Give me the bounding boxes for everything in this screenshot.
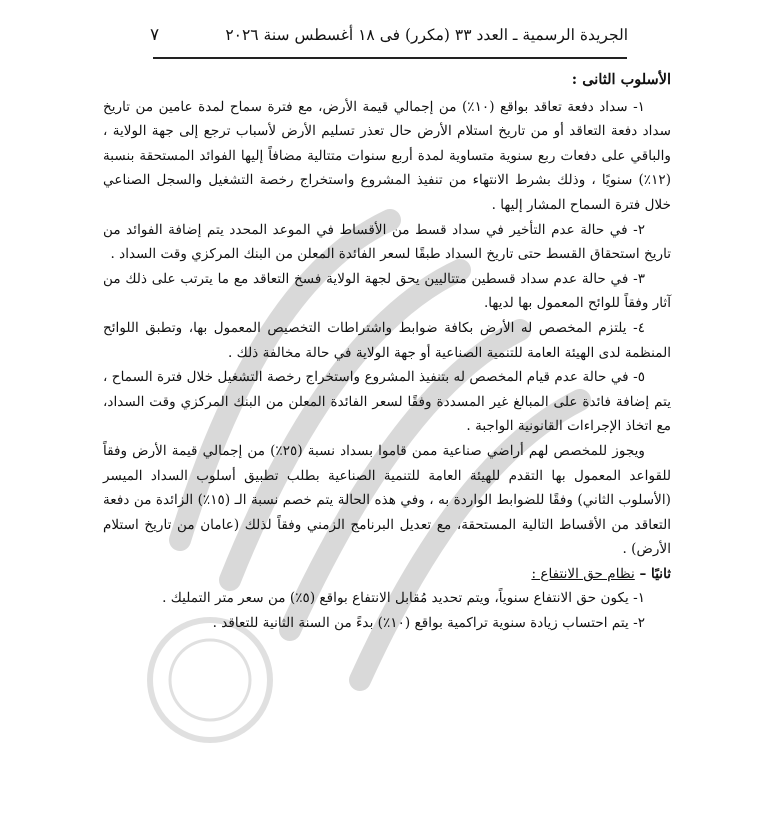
page-number: ٧ (150, 25, 160, 45)
section2-heading: ثانيًا – نظام حق الانتفاع : (531, 565, 671, 582)
usufruct-clause-2: ٢- يتم احتساب زيادة سنوية تراكمية بواقع (١٠٪) بدءً من السنة الثانية للتعاقد . (212, 615, 645, 632)
clause-1: ١- سداد دفعة تعاقد بواقع (١٠٪) من إجمالي قيمة الأرض، مع فترة سماح لمدة عامين من تاريخ سداد دفعة التعاقد أو من تاريخ استلام الأرض حال تعذر تسليم الأرض لأسباب ترجع إلى جهة الولاية ، والباقي على دفعات ربع سنوية متساوية لمدة أربع سنوات متتالية مضافاً إليها الفوائد المستحقة بنسبة (١٢٪) سنويًا ، وذلك بشرط الانتهاء من تنفيذ المشروع واستخراج رخصة التشغيل والسجل الصناعي خلال فترة السماح المشار إليها . (103, 98, 671, 213)
page-header (150, 22, 628, 48)
clause-easy-payment: ويجوز للمخصص لهم أراضي صناعية ممن قاموا بسداد نسبة (٢٥٪) من إجمالي قيمة الأرض وفقاً للقواعد المعمول بها التقدم للهيئة العامة للتنمية الصناعية بطلب تطبيق أسلوب السداد الميسر (الأسلوب الثاني) وفقًا للضوابط الواردة به ، وفي هذه الحالة يتم خصم نسبة الـ (١٥٪) الزائدة من دفعة التعاقد من الأقساط التالية المستحقة، مع تعديل البرنامج الزمني وفقاً لذلك (عامان من تاريخ استلام الأرض) . (103, 442, 671, 558)
clause-3: ٣- في حالة عدم سداد قسطين متتاليين يحق لجهة الولاية فسخ التعاقد مع ما يترتب على ذلك من آثار وفقاً للوائح المعمول بها لديها. (103, 270, 671, 312)
header-title: الجريدة الرسمية ـ العدد ٣٣ (مكرر) فى ١٨ أغسطس سنة ٢٠٢٦ (225, 26, 628, 44)
section-heading: الأسلوب الثانى : (571, 71, 671, 88)
document-body (103, 68, 671, 636)
section2-title: نظام حق الانتفاع : (531, 565, 635, 582)
clause-2: ٢- في حالة عدم التأخير في سداد قسط من الأقساط في الموعد المحدد يتم إضافة الفوائد من تاريخ استحقاق القسط حتى تاريخ السداد طبقًا لسعر الفائدة المعلن من البنك المركزي وقت السداد . (103, 221, 671, 263)
header-divider (153, 57, 627, 59)
section2-label: ثانيًا (651, 565, 671, 582)
usufruct-clause-1: ١- يكون حق الانتفاع سنوياً، ويتم تحديد مُقابل الانتفاع بواقع (٥٪) من سعر متر التمليك . (162, 590, 645, 607)
clause-5: ٥- في حالة عدم قيام المخصص له بتنفيذ المشروع واستخراج رخصة التشغيل خلال فترة السماح ، يتم إضافة فائدة على المبالغ غير المسددة وفقًا لسعر الفائدة المعلن من البنك المركزي وقت السداد، مع اتخاذ الإجراءات القانونية الواجبة . (103, 369, 671, 435)
clause-4: ٤- يلتزم المخصص له الأرض بكافة ضوابط واشتراطات التخصيص المعمول بها، وتطبق اللوائح المنظمة لدى الهيئة العامة للتنمية الصناعية أو جهة الولاية في حالة مخالفة ذلك . (103, 319, 671, 361)
